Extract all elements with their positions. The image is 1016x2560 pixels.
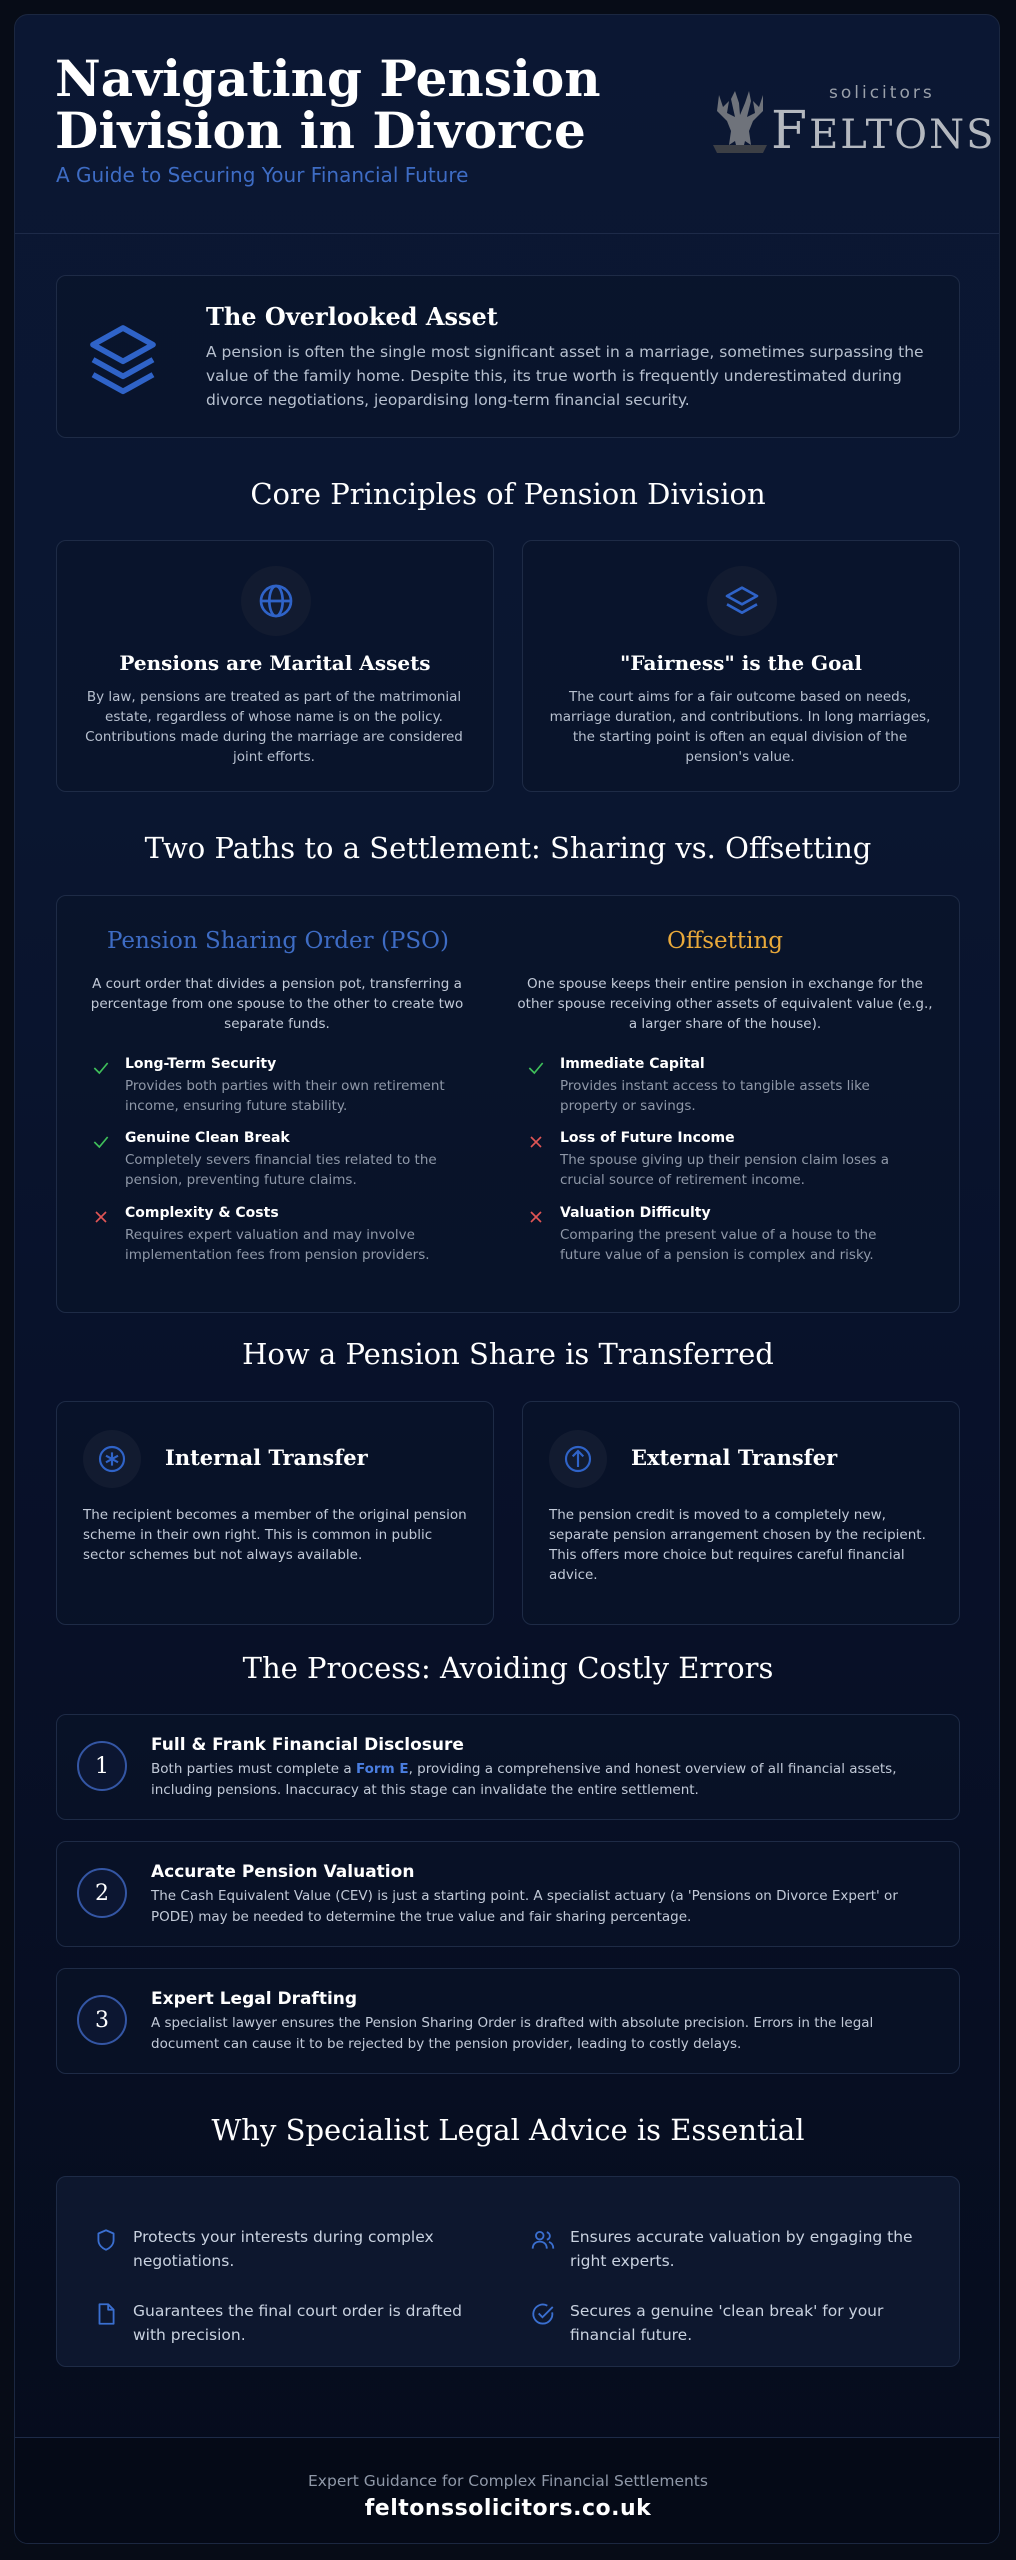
check-icon	[91, 1058, 111, 1078]
point-title: Loss of Future Income	[560, 1130, 735, 1146]
transfer-card	[522, 1401, 960, 1625]
why-text: Secures a genuine 'clean break' for your financial future.	[570, 2302, 884, 2344]
header	[15, 15, 1000, 234]
icon-badge	[83, 1430, 141, 1488]
why-text: Ensures accurate valuation by engaging the right experts.	[570, 2228, 913, 2270]
step-title: Expert Legal Drafting	[151, 1989, 358, 2009]
transfer-item-body: The pension credit is moved to a completely new, separate pension arrangement chosen by the recipient. This offers more choice but requires careful financial advice.	[549, 1507, 926, 1583]
logo-small-text: solicitors	[829, 83, 935, 103]
why-card	[56, 2176, 960, 2367]
document-icon	[93, 2301, 119, 2327]
stag-crest-icon	[709, 87, 771, 157]
icon-badge	[707, 566, 777, 636]
layers-icon	[83, 318, 163, 398]
step-body: The Cash Equivalent Value (CEV) is just a starting point. A specialist actuary (a 'Pensions on Divorce Expert' or PODE) may be needed to determine the true value and fair sharing percentage.	[151, 1888, 898, 1925]
point-body: Provides both parties with their own retirement income, ensuring future stability.	[125, 1078, 445, 1114]
website-link[interactable]: feltonssolicitors.co.uk	[364, 2496, 652, 2521]
page-subtitle: A Guide to Securing Your Financial Future	[56, 163, 469, 187]
principle-body: By law, pensions are treated as part of the matrimonial estate, regardless of whose name is on the policy. Contributions made during the marriage are considered joint efforts.	[85, 689, 463, 765]
external-transfer-icon	[562, 1443, 594, 1475]
point-body: Requires expert valuation and may involve implementation fees from pension providers.	[125, 1227, 430, 1263]
cross-icon	[526, 1132, 546, 1152]
point-body: Comparing the present value of a house to the future value of a pension is complex and risky.	[560, 1227, 877, 1263]
cross-icon	[91, 1207, 111, 1227]
point-body: Provides instant access to tangible assets like property or savings.	[560, 1078, 870, 1114]
process-step	[56, 1968, 960, 2074]
transfer-item-body: The recipient becomes a member of the original pension scheme in their own right. This is common in public sector schemes but not always available.	[83, 1507, 467, 1563]
step-number: 2	[77, 1868, 127, 1918]
layers-icon	[722, 581, 762, 621]
asset-body: A pension is often the single most significant asset in a marriage, sometimes surpassing the value of the family home. Despite this, its true worth is frequently underestimated during divorce negotiations, jeopardising long-term financial security.	[206, 343, 924, 409]
principle-card	[56, 540, 494, 792]
step-body: Both parties must complete a Form E, providing a comprehensive and honest overview of all financial assets, including pensions. Inaccuracy at this stage can invalidate the entire settlement.	[151, 1761, 897, 1798]
principle-title: Pensions are Marital Assets	[119, 651, 431, 675]
offset-description: One spouse keeps their entire pension in exchange for the other spouse receiving other assets of equivalent value (e.g., a larger share of the house).	[517, 976, 933, 1032]
icon-badge	[549, 1430, 607, 1488]
overlooked-asset-card	[56, 275, 960, 438]
process-title: The Process: Avoiding Costly Errors	[242, 1651, 774, 1685]
process-step	[56, 1714, 960, 1820]
point-title: Valuation Difficulty	[560, 1205, 711, 1221]
globe-icon	[256, 581, 296, 621]
pso-title: Pension Sharing Order (PSO)	[106, 928, 449, 954]
point-body: The spouse giving up their pension claim loses a crucial source of retirement income.	[560, 1152, 889, 1188]
principle-card	[522, 540, 960, 792]
principle-title: "Fairness" is the Goal	[619, 651, 863, 675]
shield-icon	[93, 2227, 119, 2253]
footer-subtitle: Expert Guidance for Complex Financial Settlements	[308, 2472, 708, 2490]
transfer-title: How a Pension Share is Transferred	[242, 1337, 774, 1371]
step-title: Accurate Pension Valuation	[151, 1862, 415, 1882]
internal-transfer-icon	[96, 1443, 128, 1475]
transfer-item-title: External Transfer	[631, 1445, 838, 1470]
pso-description: A court order that divides a pension pot, transferring a percentage from one spouse to the other to create two separate funds.	[90, 976, 464, 1032]
logo-wordmark: FELTONS	[771, 101, 996, 161]
step-number: 1	[77, 1741, 127, 1791]
transfer-card	[56, 1401, 494, 1625]
footer	[15, 2437, 1000, 2544]
users-icon	[530, 2227, 556, 2253]
page-title: Navigating Pension Division in Divorce	[55, 49, 601, 160]
process-step	[56, 1841, 960, 1947]
cross-icon	[526, 1207, 546, 1227]
step-number: 3	[77, 1995, 127, 2045]
form-e-link[interactable]: Form E	[355, 1761, 409, 1777]
transfer-item-title: Internal Transfer	[165, 1445, 368, 1470]
offset-title: Offsetting	[667, 928, 783, 954]
why-text: Guarantees the final court order is drafted with precision.	[133, 2302, 462, 2344]
step-title: Full & Frank Financial Disclosure	[151, 1735, 464, 1755]
principle-body: The court aims for a fair outcome based on needs, marriage duration, and contributions. In long marriages, the starting point is often an equal division of the pension's value.	[549, 689, 931, 765]
check-circle-icon	[530, 2301, 556, 2327]
check-icon	[91, 1132, 111, 1152]
paths-title: Two Paths to a Settlement: Sharing vs. Offsetting	[144, 831, 872, 865]
paths-card	[56, 895, 960, 1313]
icon-badge	[241, 566, 311, 636]
check-icon	[526, 1058, 546, 1078]
why-text: Protects your interests during complex negotiations.	[133, 2228, 434, 2270]
feltons-logo	[709, 83, 996, 163]
why-title: Why Specialist Legal Advice is Essential	[211, 2113, 805, 2147]
step-body: A specialist lawyer ensures the Pension Sharing Order is drafted with absolute precision. Errors in the legal document can cause it to be rejected by the pension provider, leading to costly delays.	[151, 2015, 874, 2052]
point-title: Genuine Clean Break	[125, 1130, 290, 1146]
principles-title: Core Principles of Pension Division	[250, 477, 766, 511]
point-body: Completely severs financial ties related to the pension, preventing future claims.	[125, 1152, 437, 1188]
point-title: Complexity & Costs	[125, 1205, 279, 1221]
point-title: Long-Term Security	[125, 1056, 277, 1072]
point-title: Immediate Capital	[560, 1056, 705, 1072]
asset-title: The Overlooked Asset	[206, 302, 498, 331]
infographic	[14, 14, 1000, 2544]
